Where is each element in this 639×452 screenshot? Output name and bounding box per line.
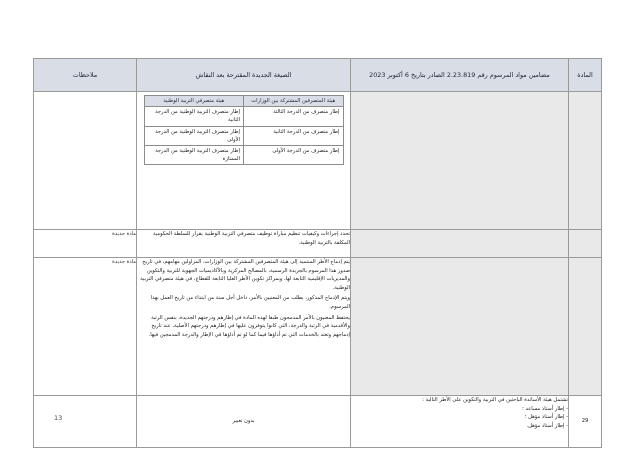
- notes-cell: [34, 92, 137, 230]
- paragraph: يتم إدماج الأطر المنتمية إلى هيئة المتصرفين المشتركة بين الوزارات، المزاولين مهامهم، في تاريخ صدور هذا المرسوم بالجريدة الرسمية، بالمصالح المركزية وبالأكاديميات الجهوية للتربية والتكوين والمديريات الإقليمية التابعة لها، وبمراكز تكوين الأطر العليا التابعة للقطاع، في هيئة متصرفي التربية الوطنية.: [140, 259, 350, 291]
- table-row: [144, 107, 343, 126]
- list-item: - إطار أستاذ مساعد ؛: [522, 405, 568, 412]
- article-cell: [569, 258, 602, 396]
- table-row: [144, 126, 343, 145]
- content-cell: [351, 396, 569, 448]
- proposed-cell: [137, 92, 351, 230]
- table-row: [144, 146, 343, 165]
- inner-cell: إطار متصرف من الدرجة الثالثة: [244, 107, 344, 126]
- article-cell: [569, 92, 602, 230]
- table-header-row: [34, 59, 602, 92]
- notes-cell: [34, 396, 137, 448]
- header-article: المادة: [569, 59, 602, 92]
- proposed-cell: بدون تغيير: [137, 396, 351, 448]
- table-row: [34, 396, 602, 448]
- header-content: مضامين مواد المرسوم رقم 2.23.819 الصادر بتاريخ 6 أكتوبر 2023: [351, 59, 569, 92]
- header-notes: ملاحظات: [34, 59, 137, 92]
- content-intro: تشتمل هيئة الأساتذة الباحثين في التربية والتكوين على الأطر التالية :: [422, 397, 568, 403]
- header-proposed: الصيغة الجديدة المقترحة بعد النقاش: [137, 59, 351, 92]
- inner-cell: إطار متصرف التربية الوطنية من الدرجة الأولى: [144, 126, 244, 145]
- inner-cell: إطار متصرف من الدرجة الأولى: [244, 146, 344, 165]
- comparison-table: [33, 58, 602, 448]
- content-cell: [351, 230, 569, 258]
- note-new-article: مادة جديدة: [34, 230, 137, 258]
- inner-cell: إطار متصرف التربية الوطنية من الدرجة الثانية: [144, 107, 244, 126]
- inner-cell: إطار متصرف التربية الوطنية من الدرجة الممتازة: [144, 146, 244, 165]
- list-item: - إطار أستاذ مؤهل.: [526, 422, 568, 429]
- inner-head-right: هيئة متصرفي التربية الوطنية: [144, 96, 244, 107]
- article-number: 29: [569, 396, 602, 448]
- note-new-article: مادة جديدة: [34, 258, 137, 396]
- content-cell: [351, 92, 569, 230]
- table-row: [34, 92, 602, 230]
- paragraph: يحتفظ المعنيون بالأمر المدمجون طبقا لهذه المادة في إطارهم ودرجتهم الجديدة، بنفس الرتبة والأقدمية في الرتبة والدرجة، التي كانوا يتوفرون عليها في إطارهم ودرجتهم الأصلية، عند تاريخ إدماجهم وتعتد بالخدمات التي تم أداؤها فيما كما لو تم أداؤها في الإطار والدرجة المدمجين فيها.: [148, 314, 350, 338]
- content-cell: [351, 258, 569, 396]
- paragraph: ويتم الإدماج المذكور، بطلب من المعنيين بالأمر، داخل أجل سنة من ابتداء من تاريخ العمل بهذا المرسوم.: [150, 295, 350, 310]
- corps-equivalence-table: [144, 95, 344, 165]
- inner-cell: إطار متصرف من الدرجة الثانية: [244, 126, 344, 145]
- inner-head-left: هيئة المتصرفين المشتركة بين الوزارات: [244, 96, 344, 107]
- proposed-cell: [137, 258, 351, 396]
- list-item: - إطار أستاذ مؤهل ؛: [524, 414, 568, 421]
- page-number: 13: [54, 414, 63, 422]
- table-row: [34, 230, 602, 258]
- proposed-cell: تحدد إجراءات وكيفيات تنظيم مباراة توظيف متصرفي التربية الوطنية بقرار للسلطة الحكومية المكلفة بالتربية الوطنية.: [137, 230, 351, 258]
- article-cell: [569, 230, 602, 258]
- table-row: [34, 258, 602, 396]
